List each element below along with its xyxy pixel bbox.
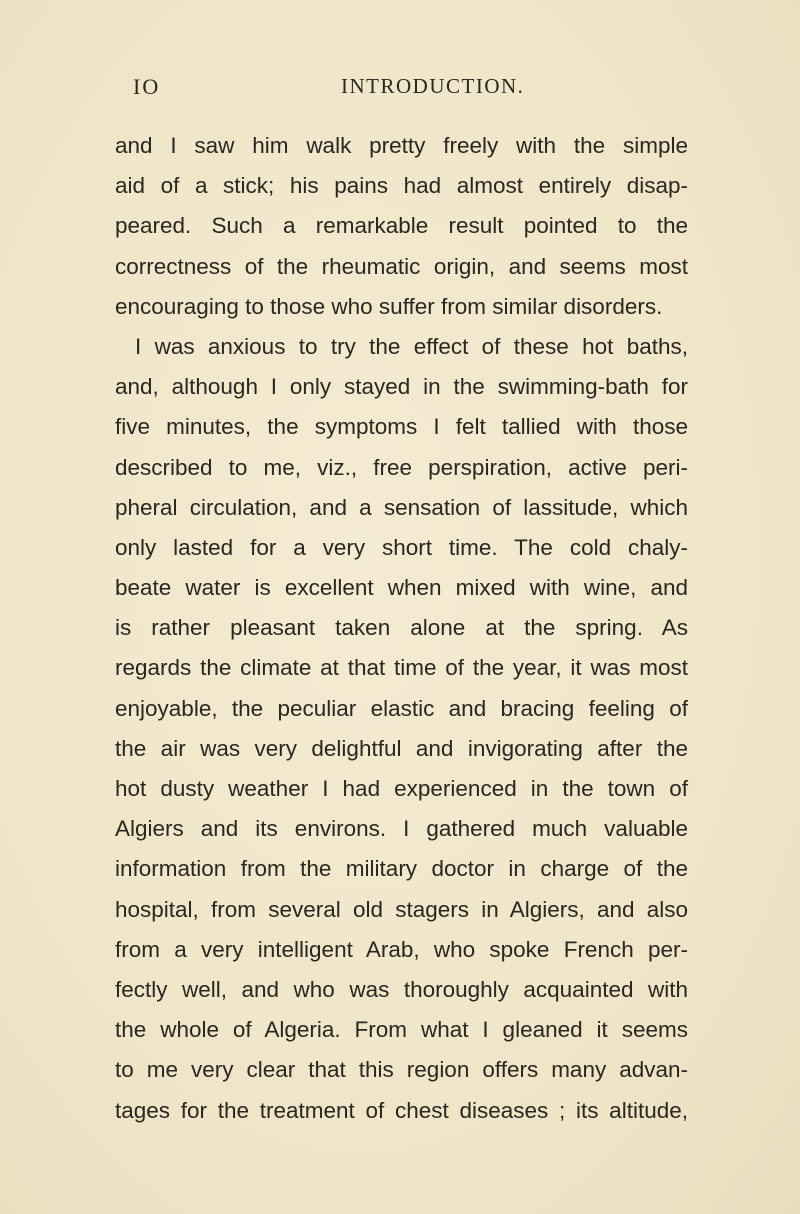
text-line: I was anxious to try the effect of these hot baths, [135, 333, 688, 359]
text-line: hospital, from several old stagers in Algiers, and also [115, 896, 688, 922]
text-line: peared. Such a remarkable result pointed to the [115, 213, 688, 239]
text-line: information from the military doctor in charge of the [115, 856, 688, 882]
text-line: fectly well, and who was thoroughly acquainted with [115, 976, 688, 1002]
text-line: from a very intelligent Arab, who spoke French per- [115, 936, 688, 962]
text-line: and I saw him walk pretty freely with the simple [115, 133, 688, 158]
body-text [115, 126, 695, 1131]
text-line: the air was very delightful and invigorating after the [115, 735, 688, 761]
text-line: Algiers and its environs. I gathered much valuable [115, 816, 688, 842]
text-line: the whole of Algeria. From what I gleaned it seems [115, 1017, 688, 1043]
text-line: only lasted for a very short time. The cold chaly- [115, 534, 688, 560]
text-line: correctness of the rheumatic origin, and seems most [115, 253, 688, 279]
text-line: beate water is excellent when mixed with wine, and [115, 575, 688, 601]
text-line: and, although I only stayed in the swimming-bath for [115, 374, 688, 400]
running-title: INTRODUCTION. [341, 74, 525, 98]
page-number: IO [133, 74, 161, 99]
text-line: enjoyable, the peculiar elastic and bracing feeling of [115, 695, 688, 721]
text-line: to me very clear that this region offers many advan- [115, 1057, 688, 1083]
text-line: tages for the treatment of chest diseases ; its altitude, [115, 1097, 688, 1123]
text-line: regards the climate at that time of the year, it was most [115, 655, 688, 681]
running-head [133, 74, 693, 104]
text-line: pheral circulation, and a sensation of lassitude, which [115, 494, 688, 520]
text-line: five minutes, the symptoms I felt tallied with those [115, 414, 688, 440]
text-line: hot dusty weather I had experienced in the town of [115, 776, 688, 801]
text-line: encouraging to those who suffer from similar disorders. [115, 293, 663, 319]
text-line: is rather pleasant taken alone at the spring. As [115, 615, 688, 641]
text-line: described to me, viz., free perspiration, active peri- [115, 454, 688, 480]
text-line: aid of a stick; his pains had almost entirely disap- [115, 173, 688, 199]
